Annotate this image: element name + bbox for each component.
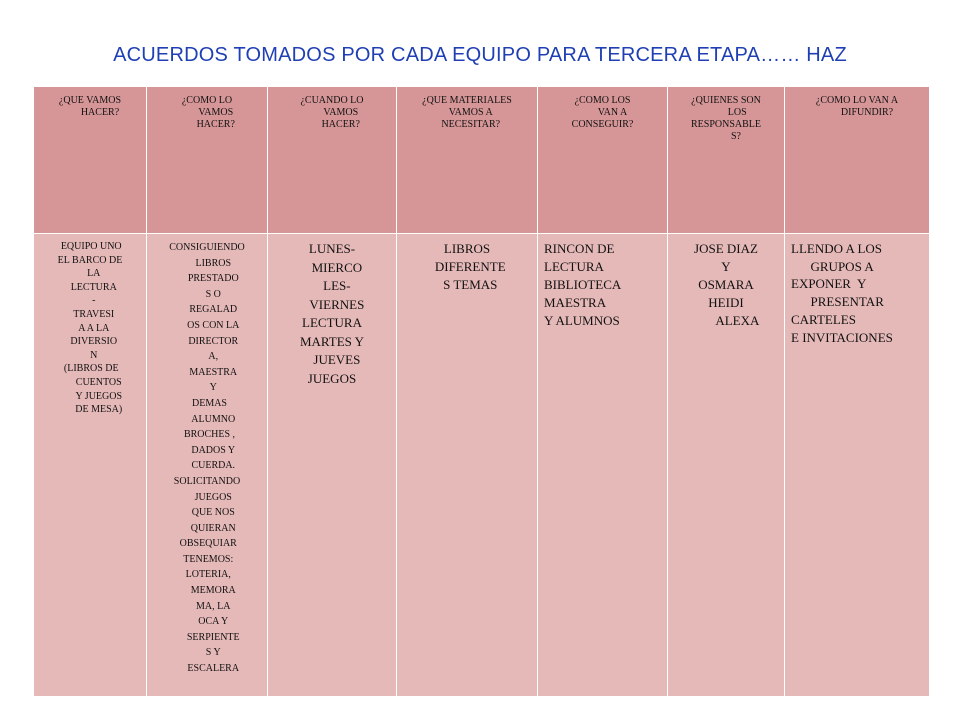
materials-cell [397,234,538,697]
header-label: ¿COMO LO VAMOS HACER? [181,95,235,130]
header-label: ¿QUE VAMOS HACER? [58,95,122,118]
header-cell [397,87,538,234]
header-cell [785,87,930,234]
agreements-table [33,86,930,697]
team-row [34,234,930,697]
header-cell [34,87,147,234]
header-cell [147,87,268,234]
header-cell [268,87,397,234]
source-text: RINCON DE LECTURA BIBLIOTECA MAESTRA Y ALUMNOS [544,241,622,328]
spread-cell [785,234,930,697]
responsible-cell [668,234,785,697]
header-cell [668,87,785,234]
header-label: ¿COMO LO VAN A DIFUNDIR? [815,95,899,118]
what-cell [34,234,147,697]
page-title: ACUERDOS TOMADOS POR CADA EQUIPO PARA TERCERA ETAPA…… HAZ [113,44,847,66]
how-text: CONSIGUIENDO LIBROS PRESTADO S O REGALAD OS CON LA DIRECTOR A, MAESTRA Y DEMAS ALUMNO BROCHES , DADOS Y CUERDA. SOLICITANDO JUEGOS QUE NOS QUIERAN OBSEQUIAR TENEMOS: LOTERIA, MEMORA MA, LA OCA Y SERPIENTE S Y ESCALERA [169,242,245,675]
spread-text: LLENDO A LOS GRUPOS A EXPONER Y PRESENTAR CARTELES E INVITACIONES [791,241,893,345]
header-label: ¿QUIENES SON LOS RESPONSABLE S? [690,95,761,142]
header-label: ¿CUANDO LO VAMOS HACER? [300,95,364,130]
header-cell [538,87,668,234]
source-cell [538,234,668,697]
header-label: ¿COMO LOS VAN A CONSEGUIR? [571,95,634,130]
materials-text: LIBROS DIFERENTE S TEMAS [434,241,506,292]
how-cell [147,234,268,697]
header-row [34,87,930,234]
when-cell [268,234,397,697]
header-label: ¿QUE MATERIALES VAMOS A NECESITAR? [422,95,512,130]
what-text: EQUIPO UNO EL BARCO DE LA LECTURA - TRAVESI A A LA DIVERSIO N (LIBROS DE CUENTOS Y JUEGOS DE MESA) [57,241,123,416]
when-text: LUNES- MIERCO LES- VIERNES LECTURA MARTES Y JUEVES JUEGOS [299,241,365,386]
responsible-text: JOSE DIAZ Y OSMARA HEIDI ALEXA [694,241,760,328]
